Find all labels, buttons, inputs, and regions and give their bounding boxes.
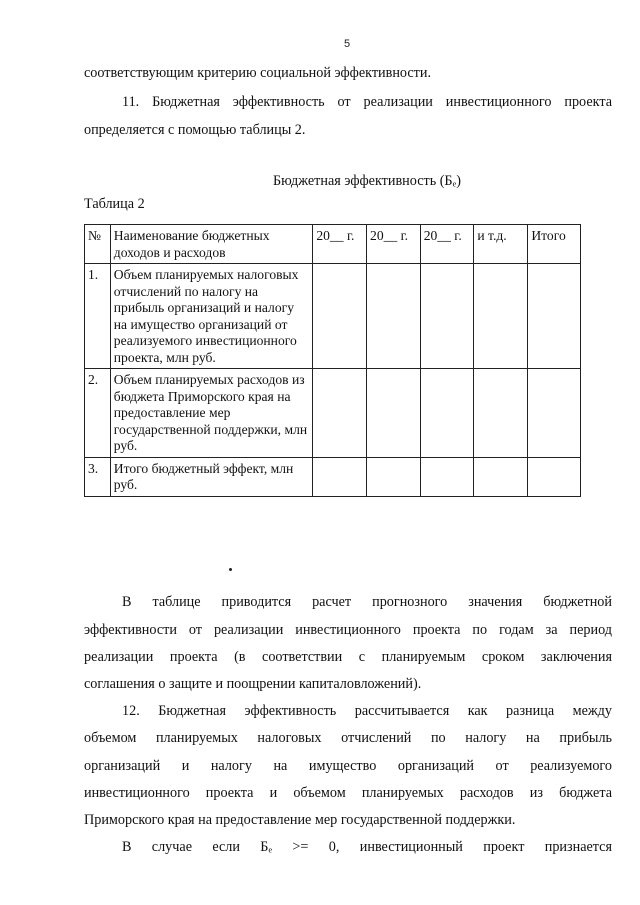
row-number: 1. bbox=[85, 264, 111, 369]
body-line-9: Приморского края на предоставление мер государственной поддержки. bbox=[84, 812, 516, 828]
header-year-2: 20__ г. bbox=[367, 225, 421, 264]
body-line-7: организаций и налогу на имущество организаций от реализуемого bbox=[84, 758, 612, 774]
row-name: Объем планируемых налоговых отчислений по налогу на прибыль организаций и налогу на имущество организаций от реализуемого инвестиционного проекта, млн руб. bbox=[110, 264, 313, 369]
header-year-1: 20__ г. bbox=[313, 225, 367, 264]
intro-line-1: соответствующим критерию социальной эффективности. bbox=[84, 65, 431, 81]
empty-cell bbox=[313, 264, 367, 369]
empty-cell bbox=[420, 369, 474, 458]
stray-dot bbox=[229, 568, 232, 571]
empty-cell bbox=[528, 264, 581, 369]
empty-cell bbox=[420, 264, 474, 369]
table-label: Таблица 2 bbox=[84, 196, 145, 212]
intro-line-2: 11. Бюджетная эффективность от реализации инвестиционного проекта bbox=[122, 94, 612, 110]
body-line-8: инвестиционного проекта и объемом планируемых расходов из бюджета bbox=[84, 785, 612, 801]
row-number: 2. bbox=[85, 369, 111, 458]
empty-cell bbox=[474, 264, 528, 369]
header-total: Итого bbox=[528, 225, 581, 264]
page-number: 5 bbox=[343, 38, 351, 50]
body-line-3: реализации проекта (в соответствии с планируемым сроком заключения bbox=[84, 649, 612, 665]
table-row bbox=[85, 457, 581, 496]
table-row bbox=[85, 369, 581, 458]
table-row bbox=[85, 264, 581, 369]
empty-cell bbox=[367, 369, 421, 458]
empty-cell bbox=[528, 457, 581, 496]
budget-efficiency-table bbox=[84, 224, 581, 497]
empty-cell bbox=[367, 457, 421, 496]
header-name: Наименование бюджетных доходов и расходов bbox=[110, 225, 313, 264]
body-line-2: эффективности от реализации инвестиционного проекта по годам за период bbox=[84, 622, 612, 638]
body-line-4: соглашения о защите и поощрении капиталовложений). bbox=[84, 676, 422, 692]
body-line-5: 12. Бюджетная эффективность рассчитывается как разница между bbox=[122, 703, 612, 719]
body-line-1: В таблице приводится расчет прогнозного значения бюджетной bbox=[122, 594, 612, 610]
row-number: 3. bbox=[85, 457, 111, 496]
empty-cell bbox=[367, 264, 421, 369]
header-etc: и т.д. bbox=[474, 225, 528, 264]
row-name: Итого бюджетный эффект, млн руб. bbox=[110, 457, 313, 496]
empty-cell bbox=[313, 457, 367, 496]
empty-cell bbox=[420, 457, 474, 496]
empty-cell bbox=[474, 457, 528, 496]
empty-cell bbox=[528, 369, 581, 458]
body-line-6: объемом планируемых налоговых отчислений по налогу на прибыль bbox=[84, 730, 612, 746]
table-header-row bbox=[85, 225, 581, 264]
empty-cell bbox=[313, 369, 367, 458]
row-name: Объем планируемых расходов из бюджета Приморского края на предоставление мер государственной поддержки, млн руб. bbox=[110, 369, 313, 458]
header-year-3: 20__ г. bbox=[420, 225, 474, 264]
empty-cell bbox=[474, 369, 528, 458]
table-caption: Бюджетная эффективность (Бₑ) bbox=[273, 173, 461, 189]
intro-line-3: определяется с помощью таблицы 2. bbox=[84, 122, 306, 138]
header-number: № bbox=[85, 225, 111, 264]
body-line-10: В случае если Бₑ >= 0, инвестиционный проект признается bbox=[122, 839, 612, 855]
